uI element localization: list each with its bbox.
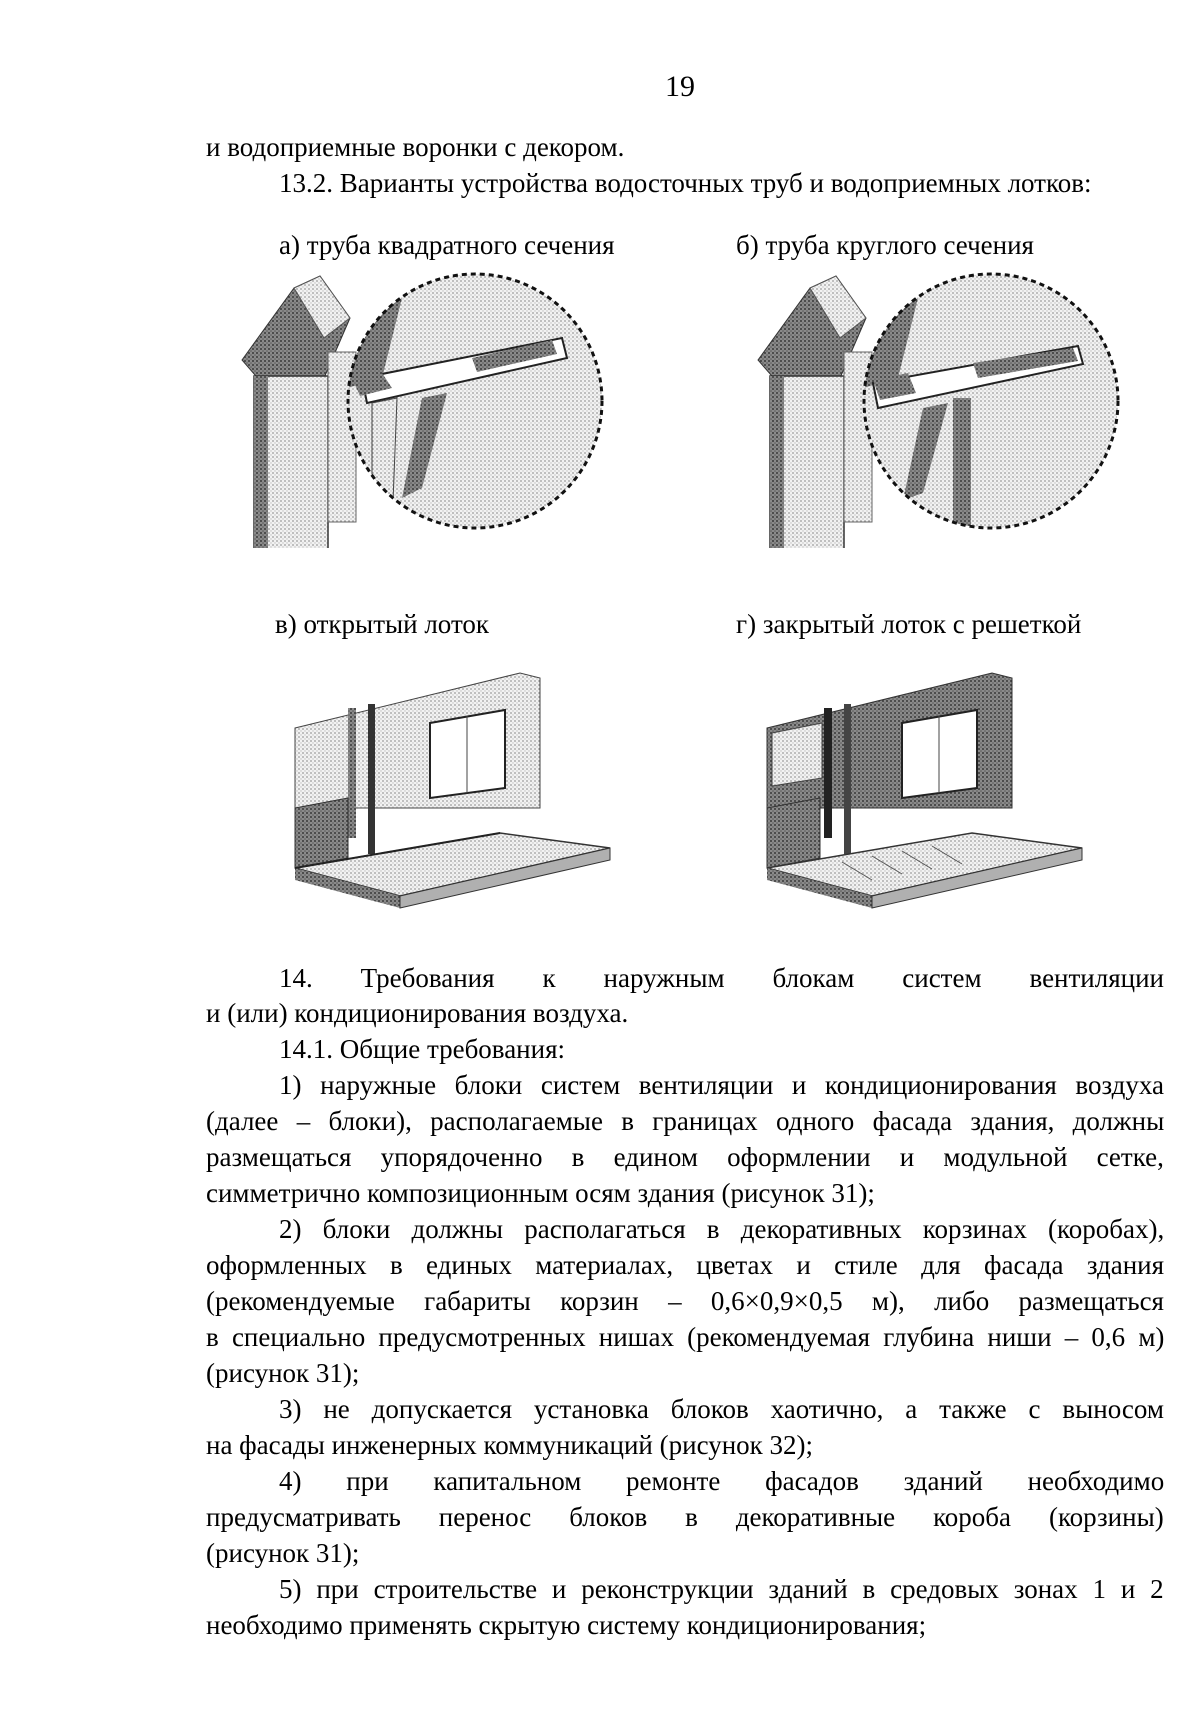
figure-c-caption: в) открытый лоток bbox=[275, 609, 490, 639]
word: систем bbox=[902, 963, 982, 993]
item-5-line: 5) при строительстве и реконструкции зданий в средовых зонах 1 и 2 bbox=[279, 1574, 1164, 1604]
item-4-line: (рисунок 31); bbox=[206, 1538, 360, 1568]
item-4-line: предусматривать перенос блоков в декоративные короба (корзины) bbox=[206, 1502, 1164, 1532]
item-3-line: 3) не допускается установка блоков хаотично, а также с выносом bbox=[279, 1394, 1164, 1424]
section-13-2-heading: 13.2. Варианты устройства водосточных труб и водоприемных лотков: bbox=[279, 168, 1092, 198]
figure-a-caption: а) труба квадратного сечения bbox=[279, 230, 615, 260]
section-14-heading-line2: и (или) кондиционирования воздуха. bbox=[206, 998, 629, 1028]
item-1-line: (далее – блоки), располагаемые в границах одного фасада здания, должны bbox=[206, 1106, 1165, 1136]
square-downpipe-illustration bbox=[232, 268, 612, 548]
section-14-1-heading: 14.1. Общие требования: bbox=[279, 1034, 566, 1064]
item-2-line: 2) блоки должны располагаться в декоративных корзинах (коробах), bbox=[279, 1214, 1165, 1244]
item-5-line: необходимо применять скрытую систему кондиционирования; bbox=[206, 1610, 927, 1640]
figure-d-caption: г) закрытый лоток с решеткой bbox=[736, 609, 1082, 639]
covered-gutter-illustration bbox=[762, 668, 1092, 913]
item-2-line: (рекомендуемые габариты корзин – 0,6×0,9×0,5 м), либо размещаться bbox=[206, 1286, 1164, 1316]
word: Требования bbox=[360, 963, 495, 993]
item-1-line: размещаться упорядоченно в едином оформлении и модульной сетке, bbox=[206, 1142, 1164, 1172]
item-2-line: (рисунок 31); bbox=[206, 1358, 360, 1388]
item-1-line: симметрично композиционным осям здания (рисунок 31); bbox=[206, 1178, 875, 1208]
item-2-line: в специально предусмотренных нишах (рекомендуемая глубина ниши – 0,6 м) bbox=[206, 1322, 1165, 1352]
word: к bbox=[542, 963, 556, 993]
figure-b-caption: б) труба круглого сечения bbox=[736, 230, 1034, 260]
item-1-line: 1) наружные блоки систем вентиляции и кондиционирования воздуха bbox=[279, 1070, 1165, 1100]
round-downpipe-illustration bbox=[748, 268, 1128, 548]
open-gutter-illustration bbox=[290, 668, 620, 913]
item-4-line: 4) при капитальном ремонте фасадов зданий необходимо bbox=[279, 1466, 1165, 1496]
word: блокам bbox=[772, 963, 855, 993]
item-3-line: на фасады инженерных коммуникаций (рисунок 32); bbox=[206, 1430, 814, 1460]
word: вентиляции bbox=[1029, 963, 1164, 993]
page-number: 19 bbox=[665, 70, 695, 103]
section-14-heading-line1 bbox=[206, 965, 1164, 992]
word: наружным bbox=[603, 963, 725, 993]
intro-line: и водоприемные воронки с декором. bbox=[206, 132, 625, 162]
item-2-line: оформленных в единых материалах, цветах и стиле для фасада здания bbox=[206, 1250, 1165, 1280]
word: 14. bbox=[279, 963, 313, 993]
